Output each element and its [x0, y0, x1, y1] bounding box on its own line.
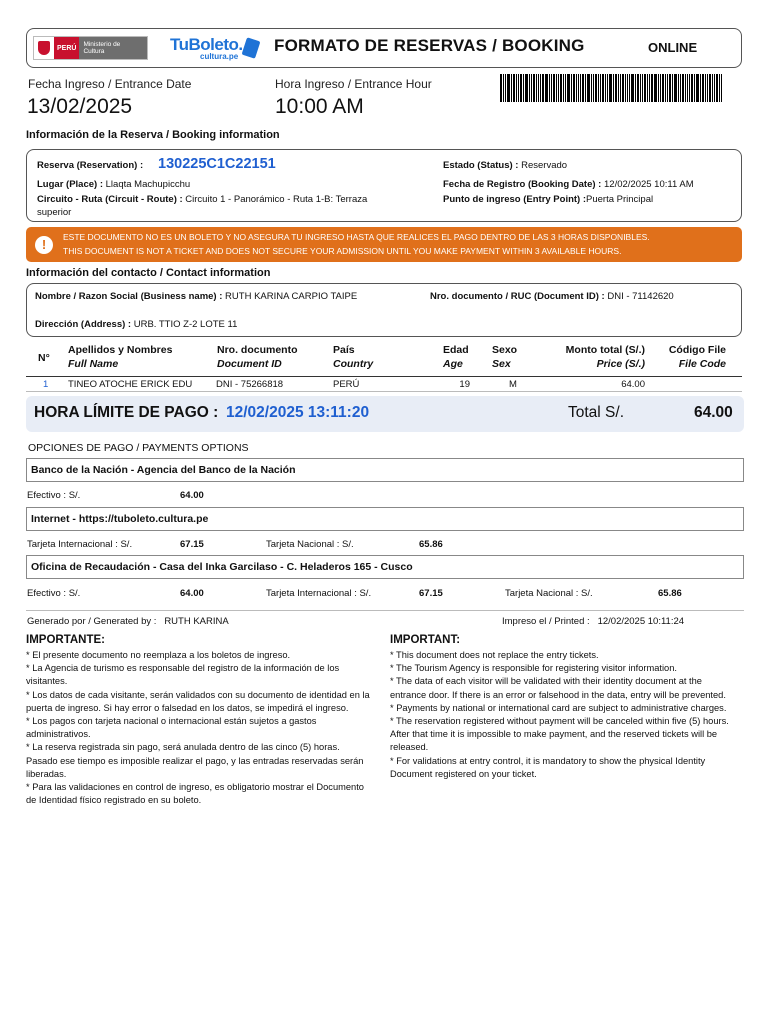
office-option-box	[26, 555, 744, 579]
registration-row	[443, 178, 694, 191]
barcode	[500, 74, 738, 102]
notes-en-title: IMPORTANT:	[390, 634, 461, 646]
row-1-sex: M	[509, 379, 517, 390]
col-header-doc	[217, 343, 298, 371]
barcode-bar	[627, 74, 628, 102]
notes-es-list	[26, 649, 371, 807]
barcode-bar	[511, 74, 512, 102]
reservation-row	[37, 159, 143, 172]
office-nat-value: 65.86	[658, 588, 682, 599]
printed-value: 12/02/2025 10:11:24	[597, 616, 685, 627]
barcode-bar	[542, 74, 544, 102]
barcode-bar	[658, 74, 659, 102]
col-header-n: N°	[38, 352, 50, 364]
entrance-hour-label: Hora Ingreso / Entrance Hour	[275, 77, 432, 91]
entry-point-value: Puerta Principal	[586, 194, 654, 205]
barcode-bar	[529, 74, 530, 102]
barcode-bar	[687, 74, 688, 102]
barcode-bar	[591, 74, 592, 102]
barcode-bar	[665, 74, 666, 102]
entrance-date-value: 13/02/2025	[27, 95, 133, 118]
col-header-file-en: File Code	[678, 358, 726, 370]
barcode-bar	[694, 74, 695, 102]
status-row	[443, 159, 567, 172]
barcode-bar	[593, 74, 594, 102]
barcode-bar	[538, 74, 539, 102]
contact-name-value: RUTH KARINA CARPIO TAIPE	[225, 291, 358, 302]
office-nat-value-wrap	[658, 588, 682, 599]
col-header-age-es: Edad	[443, 344, 469, 356]
barcode-bar	[558, 74, 559, 102]
internet-option-box	[26, 507, 744, 531]
total-label: Total S/.	[568, 404, 624, 421]
office-intl-value: 67.15	[419, 588, 443, 599]
tuboleto-logo-sub: cultura.pe	[200, 52, 239, 61]
barcode-bar	[503, 74, 504, 102]
note-en-item: * The Tourism Agency is responsible for registering visitor information.	[390, 663, 677, 674]
col-header-age-en: Age	[443, 358, 463, 370]
barcode-bar	[719, 74, 720, 102]
barcode-bar	[523, 74, 524, 102]
internet-option-title: Internet - https://tuboleto.cultura.pe	[31, 513, 209, 525]
logo-ministry-text: Ministerio de Cultura	[79, 37, 147, 59]
entrance-date-label: Fecha Ingreso / Entrance Date	[28, 77, 192, 91]
total-value: 64.00	[694, 404, 733, 421]
barcode-bar	[696, 74, 699, 102]
barcode-bar	[607, 74, 608, 102]
row-1-price: 64.00	[621, 379, 645, 390]
contact-name-label: Nombre / Razon Social (Business name) :	[35, 291, 223, 302]
office-intl-value-wrap	[419, 588, 443, 599]
bank-cash-label: Efectivo : S/.	[27, 490, 81, 501]
notes-en-list	[390, 649, 740, 781]
footer-divider	[26, 610, 744, 611]
barcode-bar	[691, 74, 693, 102]
contact-doc-label: Nro. documento / RUC (Document ID) :	[430, 291, 605, 302]
barcode-bar	[689, 74, 690, 102]
barcode-bar	[505, 74, 506, 102]
barcode-bar	[565, 74, 566, 102]
barcode-bar	[613, 74, 614, 102]
barcode-bar	[640, 74, 641, 102]
printed-row	[502, 616, 684, 627]
barcode-bar	[705, 74, 706, 102]
barcode-bar	[672, 74, 673, 102]
note-es-item: * El presente documento no reemplaza a los boletos de ingreso.	[26, 650, 291, 660]
barcode-bar	[716, 74, 718, 102]
barcode-bar	[573, 74, 575, 102]
entry-point-label: Punto de ingreso (Entry Point) :	[443, 194, 587, 205]
document-title: FORMATO DE RESERVAS / BOOKING	[274, 36, 585, 55]
barcode-bar	[709, 74, 711, 102]
barcode-bar	[660, 74, 661, 102]
office-cash-label: Efectivo : S/.	[27, 588, 81, 599]
logo-peru-text: PERÚ	[54, 37, 79, 59]
col-header-name-en: Full Name	[68, 358, 119, 370]
tuboleto-logo-word: TuBoleto.	[170, 35, 243, 54]
note-en-item: * Payments by national or international card are subject to administrative charges.	[390, 702, 727, 713]
note-en-item: * The reservation registered without payment will be canceled within five (5) hours. After that time it is impossible to make payment, and the reserved tickets will be released.	[390, 716, 729, 753]
entrance-hour-value: 10:00 AM	[275, 95, 364, 118]
internet-intl-label: Tarjeta Internacional : S/.	[27, 539, 133, 550]
barcode-bar	[712, 74, 713, 102]
internet-intl-value-wrap	[180, 539, 204, 550]
barcode-bar	[549, 74, 550, 102]
col-header-sex-en: Sex	[492, 358, 511, 370]
contact-doc-row	[430, 290, 674, 303]
barcode-bar	[525, 74, 528, 102]
internet-nat-label: Tarjeta Nacional : S/.	[266, 539, 354, 550]
barcode-bar	[682, 74, 684, 102]
bank-cash-value-wrap	[180, 490, 204, 501]
office-option-title: Oficina de Recaudación - Casa del Inka Garcilaso - C. Heladeros 165 - Cusco	[31, 561, 413, 573]
barcode-bar	[700, 74, 701, 102]
reservation-label: Reserva (Reservation) :	[37, 160, 144, 171]
col-header-doc-en: Document ID	[217, 358, 282, 370]
note-en-item: * For validations at entry control, it is mandatory to show the physical Identity Document registered on your ticket.	[390, 755, 706, 779]
barcode-bar	[702, 74, 704, 102]
reservation-code: 130225C1C22151	[158, 156, 276, 172]
barcode-bar	[625, 74, 626, 102]
barcode-bar	[707, 74, 708, 102]
barcode-bar	[580, 74, 581, 102]
registration-label: Fecha de Registro (Booking Date) :	[443, 179, 602, 190]
barcode-bar	[507, 74, 510, 102]
barcode-bar	[520, 74, 522, 102]
status-label: Estado (Status) :	[443, 160, 519, 171]
barcode-bar	[587, 74, 590, 102]
payment-options-title: OPCIONES DE PAGO / PAYMENTS OPTIONS	[28, 442, 249, 454]
circuit-row	[37, 193, 427, 206]
barcode-bar	[582, 74, 584, 102]
barcode-bar	[516, 74, 517, 102]
barcode-bar	[714, 74, 715, 102]
row-1-name: TINEO ATOCHE ERICK EDU	[68, 379, 193, 390]
barcode-bar	[585, 74, 586, 102]
barcode-bar	[567, 74, 570, 102]
table-row-divider	[26, 391, 742, 392]
contact-address-row	[35, 318, 237, 331]
barcode-bar	[609, 74, 612, 102]
note-es-item: * La reserva registrada sin pago, será anulada dentro de las cinco (5) horas. Pasado ese tiempo es imposible realizar el pago, y las entradas reservadas serán liberadas.	[26, 742, 364, 779]
warning-line-es: ESTE DOCUMENTO NO ES UN BOLETO Y NO ASEGURA TU INGRESO HASTA QUE REALICES EL PAGO DENTRO DE LAS 3 HORAS DISPONIBLES.	[63, 232, 650, 242]
booking-section-title: Información de la Reserva / Booking information	[26, 129, 280, 141]
note-es-item: * Los datos de cada visitante, serán validados con su documento de identidad en la puerta de ingreso. Si hay error o falsedad en los datos, se impedirá el ingreso.	[26, 689, 370, 713]
barcode-bar	[685, 74, 686, 102]
barcode-bar	[518, 74, 519, 102]
payment-deadline-value: 12/02/2025 13:11:20	[226, 404, 370, 421]
place-label: Lugar (Place) :	[37, 179, 103, 190]
circuit-label: Circuito - Ruta (Circuit - Route) :	[37, 194, 183, 205]
ministry-of-culture-logo	[33, 36, 148, 60]
circuit-value-line2: superior	[37, 207, 72, 218]
ticket-icon	[242, 37, 261, 58]
contact-doc-value: DNI - 71142620	[607, 291, 674, 302]
barcode-bar	[649, 74, 650, 102]
col-header-file	[650, 343, 726, 371]
note-es-item: * Para las validaciones en control de ingreso, es obligatorio mostrar el Documento de Identidad físico registrado en su boleto.	[26, 782, 364, 806]
col-header-sex	[492, 343, 517, 371]
col-header-country-es: País	[333, 344, 355, 356]
barcode-bar	[635, 74, 636, 102]
contact-name-row	[35, 290, 357, 303]
barcode-bar	[667, 74, 668, 102]
row-1-country: PERÚ	[333, 379, 360, 390]
barcode-bar	[678, 74, 679, 102]
barcode-bar	[500, 74, 502, 102]
barcode-bar	[669, 74, 671, 102]
office-cash-value: 64.00	[180, 588, 204, 599]
contact-address-value: URB. TTIO Z-2 LOTE 11	[133, 319, 238, 330]
place-value: Llaqta Machupicchu	[105, 179, 191, 190]
status-value: Reservado	[521, 160, 568, 171]
barcode-bar	[595, 74, 597, 102]
barcode-bar	[605, 74, 606, 102]
barcode-bar	[545, 74, 548, 102]
note-en-item: * This document does not replace the entry tickets.	[390, 650, 599, 660]
col-header-price	[540, 343, 645, 371]
row-1-age: 19	[459, 379, 470, 390]
col-header-country	[333, 343, 373, 371]
col-header-doc-es: Nro. documento	[217, 344, 298, 356]
place-row	[37, 178, 190, 191]
contact-section-title: Información del contacto / Contact information	[26, 267, 271, 279]
col-header-file-es: Código File	[668, 344, 726, 356]
barcode-bar	[631, 74, 634, 102]
barcode-bar	[513, 74, 515, 102]
barcode-bar	[647, 74, 648, 102]
office-cash-value-wrap	[180, 588, 204, 599]
table-header-divider	[26, 376, 742, 377]
barcode-bar	[563, 74, 564, 102]
payment-deadline-label: HORA LÍMITE DE PAGO :	[34, 404, 219, 421]
office-nat-label: Tarjeta Nacional : S/.	[505, 588, 593, 599]
tuboleto-logo	[170, 35, 260, 63]
barcode-bar	[576, 74, 577, 102]
office-intl-label: Tarjeta Internacional : S/.	[266, 588, 372, 599]
contact-address-label: Dirección (Address) :	[35, 319, 132, 330]
barcode-bar	[531, 74, 532, 102]
generated-row	[27, 616, 229, 627]
warning-line-en: THIS DOCUMENT IS NOT A TICKET AND DOES NOT SECURE YOUR ADMISSION UNTIL YOU MAKE PAYMENT WITHIN 3 AVAILABLE HOURS.	[63, 246, 622, 256]
barcode-bar	[642, 74, 643, 102]
barcode-bar	[598, 74, 599, 102]
bank-option-box	[26, 458, 744, 482]
bank-option-title: Banco de la Nación - Agencia del Banco de la Nación	[31, 464, 296, 476]
row-1-doc: DNI - 75266818	[216, 379, 284, 390]
barcode-bar	[556, 74, 557, 102]
internet-nat-value-wrap	[419, 539, 443, 550]
registration-value: 12/02/2025 10:11 AM	[604, 179, 694, 190]
barcode-bar	[618, 74, 619, 102]
col-header-country-en: Country	[333, 358, 374, 370]
barcode-bar	[651, 74, 653, 102]
barcode-bar	[644, 74, 646, 102]
barcode-bar	[560, 74, 562, 102]
barcode-bar	[578, 74, 579, 102]
note-es-item: * Los pagos con tarjeta nacional o internacional están sujetos a gastos administrativos.	[26, 716, 317, 740]
exclamation-icon: !	[35, 236, 53, 254]
col-header-name	[68, 343, 172, 371]
note-en-item: * The data of each visitor will be validated with their identity document at the entrance door. If there is an error or falsehood in the data, entry will be prevented.	[390, 676, 726, 700]
barcode-bar	[540, 74, 541, 102]
barcode-bar	[553, 74, 555, 102]
notes-es-title: IMPORTANTE:	[26, 634, 106, 646]
barcode-bar	[533, 74, 535, 102]
col-header-name-es: Apellidos y Nombres	[68, 344, 173, 356]
barcode-bar	[622, 74, 624, 102]
booking-mode: ONLINE	[648, 40, 698, 55]
barcode-bar	[680, 74, 681, 102]
generated-label: Generado por / Generated by :	[27, 616, 157, 627]
barcode-bar	[615, 74, 617, 102]
col-header-price-en: Price (S/.)	[596, 358, 645, 370]
barcode-bar	[654, 74, 657, 102]
circuit-value: Circuito 1 - Panorámico - Ruta 1-B: Terraza	[185, 194, 368, 205]
internet-nat-value: 65.86	[419, 539, 443, 550]
printed-label: Impreso el / Printed :	[502, 616, 590, 627]
barcode-bar	[674, 74, 677, 102]
barcode-bar	[620, 74, 621, 102]
row-1-n: 1	[43, 379, 49, 390]
col-header-sex-es: Sexo	[492, 344, 518, 356]
barcode-bar	[637, 74, 639, 102]
barcode-bar	[600, 74, 601, 102]
col-header-age	[443, 343, 469, 371]
internet-intl-value: 67.15	[180, 539, 204, 550]
note-es-item: * La Agencia de turismo es responsable del registro de la información de los visitantes.	[26, 663, 340, 687]
barcode-bar	[551, 74, 552, 102]
barcode-bar	[571, 74, 572, 102]
entry-point-row	[443, 193, 653, 206]
barcode-bar	[629, 74, 630, 102]
barcode-bar	[662, 74, 664, 102]
coat-of-arms-icon	[34, 37, 54, 59]
col-header-price-es: Monto total (S/.)	[565, 344, 645, 356]
warning-banner	[26, 227, 742, 262]
barcode-bar	[536, 74, 537, 102]
generated-value: RUTH KARINA	[164, 616, 229, 627]
barcode-bar	[721, 74, 722, 102]
bank-cash-value: 64.00	[180, 490, 204, 501]
barcode-bar	[602, 74, 604, 102]
